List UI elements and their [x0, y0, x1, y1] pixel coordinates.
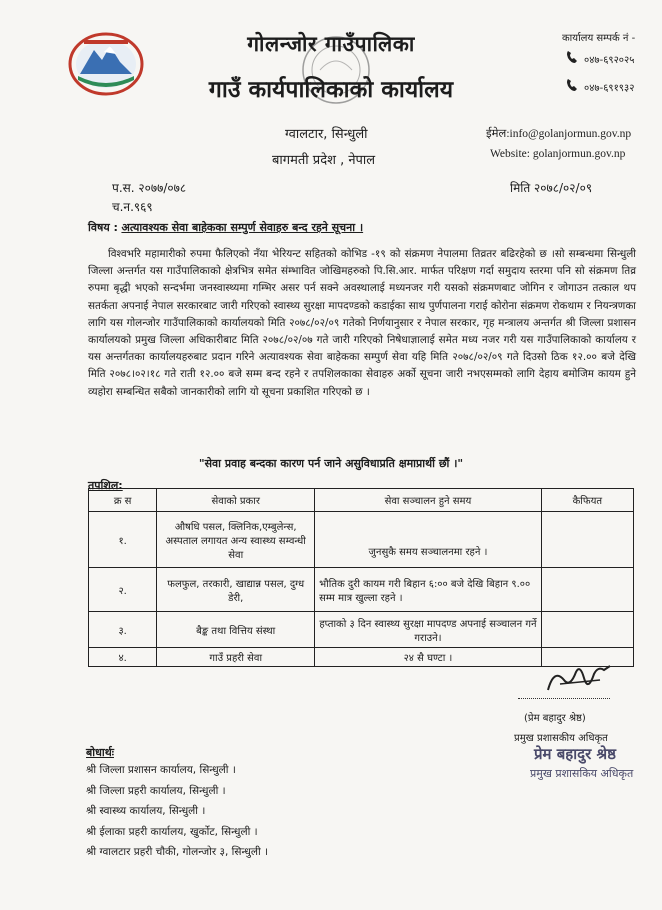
phone-1-number: ०४७-६९२०२५	[584, 54, 635, 66]
contact-label: कार्यालय सम्पर्क नं -	[562, 33, 636, 44]
phone-2-number: ०४७-६९१९३२	[584, 82, 635, 94]
phone-icon	[566, 78, 578, 95]
notice-body	[88, 246, 636, 401]
subject-label: विषय :	[88, 221, 118, 234]
table-header-row	[89, 489, 634, 512]
table-row	[89, 568, 634, 612]
handwritten-signature	[540, 660, 620, 700]
signatory-name: (प्रेम बहादुर श्रेष्ठ)	[524, 713, 586, 724]
table-row	[89, 612, 634, 648]
list-item: श्री जिल्ला प्रहरी कार्यालय, सिन्धुली ।	[86, 784, 226, 797]
notice-paragraph: विश्वभरि महामारीको रुपमा फैलिएको नँया भेरियन्ट सहितको कोभिड -१९ को संक्रमण नेपालमा तिव्रतर बढिरहेको छ ।सो सम्बन्धमा सिन्धुली जिल्ला अन्तर्गत यस गाउँपालिकाको क्षेत्रभित्र समेत संम्भावित जोखिमहरुको पि.सि.आर. मार्फत परिक्षण गर्दा समुदाय स्तरमा पनि सो संक्रमण तिव्र रुपमा बृद्धी भएको सन्दर्भमा जनस्वास्थ्यमा गम्भिर असर पर्न सक्ने अवस्थालाई मध्यनजर गरी यसको संक्रमणबाट जोगिन र जोगाउन तत्काल थप सतर्कता अपनाई नेपाल सरकारबाट जारी गरिएको स्वास्थ्य सुरक्षा मापदण्डको कडाईका साथ पुर्णपालना गराई कोरोना संक्रमण रोकथाम र नियन्त्रणका लागि यस गोलन्जोर गाउँपालिकाको कार्यालयको मिति २०७८/०२/०९ गतेको निर्णयानुसार र नेपाल सरकार, गृह मन्त्रालय अन्तर्गत श्री जिल्ला प्रशासन कार्यालयको प्रमुख जिल्ला अधिकारीबाट मिति २०७८/०२/०७ गते जारी गरिएको निषेधाज्ञालाई समेत मध्य नजर गरी यस गाउँपालिकाको कार्यालय र यस अन्तर्गतका कार्यालयहरुबाट प्रदान गरिने अत्यावश्यक सेवा बाहेकका सम्पुर्ण सेवा यहि मिति २०७८/०२/०९ गते दिउसो ठिक १२.०० बजे देखि मिति २०७८।०२।१८ गते राती १२.०० बजे सम्म बन्द रहने र तपशिलकाका सेवाहरु अर्को सूचना जारी नभएसम्मको लागि देहाय बमोजिम कायम हुने व्यहोरा सम्बन्धित सबैको जानकारीको लागि यो सूचना प्रकाशित गरिएको छ ।	[88, 248, 636, 398]
row-time: भौतिक दुरी कायम गरी बिहान ६:०० बजे देखि बिहान ९.०० सम्म मात्र खुल्ला रहने ।	[315, 568, 542, 612]
list-item: श्री ग्वालटार प्रहरी चौकी, गोलन्जोर ३, सिन्धुली ।	[86, 846, 269, 859]
row-remarks	[541, 568, 633, 612]
phone-2	[566, 78, 634, 95]
stamp-name: प्रेम बहादुर श्रेष्ठ	[534, 745, 616, 763]
row-sn: २.	[89, 568, 157, 612]
row-remarks	[541, 512, 633, 568]
row-time: हप्ताको ३ दिन स्वास्थ्य सुरक्षा मापदण्ड अपनाई सञ्चालन गर्ने गराउने।	[315, 612, 542, 648]
address-line-2: बागमती प्रदेश , नेपाल	[272, 153, 376, 168]
list-item: श्री ईलाका प्रहरी कार्यालय, खुर्कोट, सिन्धुली ।	[86, 825, 258, 838]
dispatch-number: च.न.९६९	[112, 200, 153, 214]
org-name: गोलन्जोर गाउँपालिका	[247, 32, 415, 56]
table-row	[89, 512, 634, 568]
website-address[interactable]: Website: golanjormun.gov.np	[490, 148, 626, 160]
row-service: फलफुल, तरकारी, खाद्यान्न पसल, दुग्ध डेरी,	[157, 568, 315, 612]
row-service: बैङ्क तथा वित्तिय संस्था	[157, 612, 315, 648]
header-time: सेवा सञ्चालन हुने समय	[315, 489, 542, 512]
subject-text: अत्यावश्यक सेवा बाहेकका सम्पुर्ण सेवाहरु बन्द रहने सूचना ।	[121, 221, 364, 234]
row-time: जुनसुकै समय सञ्चालनमा रहने ।	[315, 512, 542, 568]
cc-list	[86, 760, 268, 863]
list-item: श्री जिल्ला प्रशासन कार्यालय, सिन्धुली ।	[86, 764, 236, 776]
header-remarks: कैफियत	[541, 489, 633, 512]
signature-line	[518, 698, 610, 699]
row-service: गाउँ प्रहरी सेवा	[157, 648, 315, 667]
schedule-label: तपशिल:	[88, 479, 123, 492]
header-sn: क्र स	[89, 489, 157, 512]
header-service: सेवाको प्रकार	[157, 489, 315, 512]
address-line-1: ग्वालटार, सिन्धुली	[285, 127, 368, 142]
phone-1	[566, 50, 634, 67]
signatory-title: प्रमुख प्रशासकीय अधिकृत	[514, 733, 608, 744]
reference-number: प.स. २०७७/०७८	[112, 181, 187, 195]
office-name: गाउँ कार्यपालिकाको कार्यालय	[208, 77, 454, 103]
row-sn: ४.	[89, 648, 157, 667]
letter-date: मिति २०७८/०२/०९	[510, 181, 593, 195]
cc-label: बोधार्थः	[86, 746, 114, 759]
row-time: २४ सै घण्टा ।	[315, 648, 542, 667]
phone-icon	[566, 50, 578, 67]
apology-note: "सेवा प्रवाह बन्दका कारण पर्न जाने असुविधाप्रति क्षमाप्रार्थी छौं ।"	[198, 457, 464, 470]
row-service: औषधि पसल, क्लिनिक,एम्बुलेन्स, अस्पताल लगायत अन्य स्वास्थ्य सम्वन्धी सेवा	[157, 512, 315, 568]
row-remarks	[541, 612, 633, 648]
subject-line	[88, 220, 363, 235]
list-item: श्री स्वास्थ्य कार्यालय, सिन्धुली ।	[86, 805, 206, 818]
stamp-title: प्रमुख प्रशासकिय अधिकृत	[530, 767, 634, 780]
email-address[interactable]: ईमेल:info@golanjormun.gov.np	[486, 128, 632, 140]
row-sn: ३.	[89, 612, 157, 648]
schedule-table	[88, 488, 634, 667]
row-sn: १.	[89, 512, 157, 568]
